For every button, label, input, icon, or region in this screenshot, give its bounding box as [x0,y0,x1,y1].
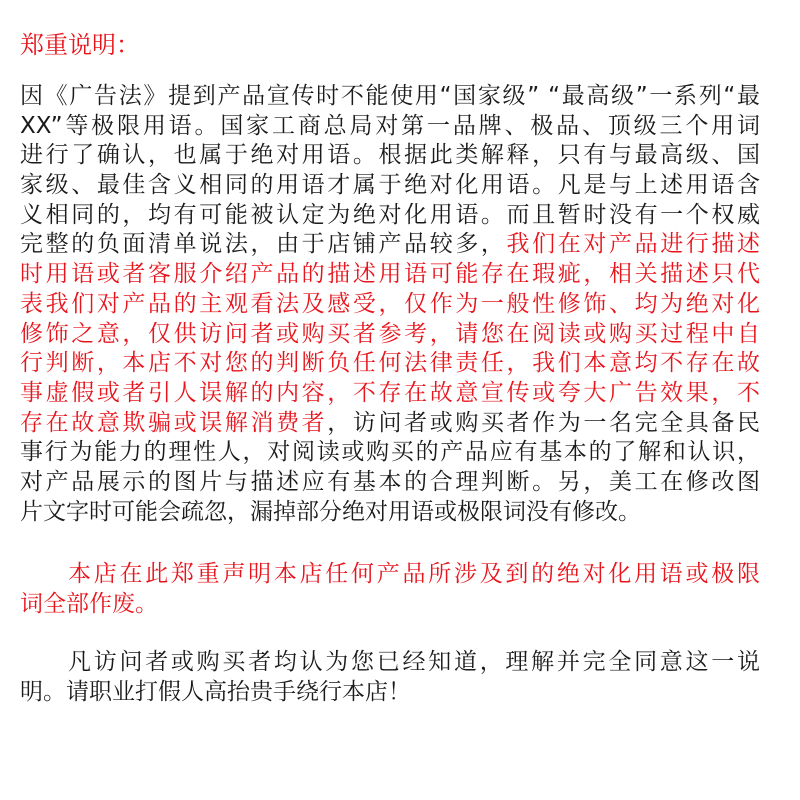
paragraph-void-declaration [20,560,760,619]
body-text: ，访问者或购买者作为一名完全具备民 [327,409,761,436]
highlighted-text: 修饰之意，仅供访问者或购买者参考，请您在阅读或购买过程中自 [20,320,760,347]
highlighted-text: 事虚假或者引人误解的内容，不存在故意宣传或夸大广告效果，不 [20,379,760,406]
text-line [20,171,760,201]
body-text: 家级、最佳含义相同的用语才属于绝对化用语。凡是与上述用语含 [20,172,760,199]
text-line [20,201,760,231]
highlighted-text: 时用语或者客服介绍产品的描述用语可能存在瑕疵，相关描述只代 [20,261,760,288]
highlighted-text: 本店在此郑重声明本店任何产品所涉及到的绝对化用语或极限 [68,561,760,587]
text-line [20,320,760,350]
text-line [20,230,760,260]
body-text: XX”等极限用语。国家工商总局对第一品牌、极品、顶级三个用词 [20,112,760,139]
body-text: 因《广告法》提到产品宣传时不能使用“国家级” “最高级”一系列“最 [20,83,760,109]
highlighted-text: 表我们对产品的主观看法及感受，仅作为一般性修饰、均为绝对化 [20,290,760,317]
body-text: 完整的负面清单说法，由于店铺产品较多， [20,231,507,258]
disclaimer-title: 郑重说明： [20,31,140,59]
highlighted-text: 词全部作废。 [20,590,158,617]
text-line [20,141,760,171]
text-line [20,82,760,112]
paragraph-agreement-notice [20,648,760,707]
text-line [20,468,760,498]
body-text: 进行了确认，也属于绝对用语。根据此类解释，只有与最高级、国 [20,142,760,169]
paragraph-ad-law-explanation [20,82,760,527]
text-line [20,678,760,708]
text-line [20,560,760,590]
highlighted-text: 存在故意欺骗或误解消费者 [20,409,328,436]
text-line [20,498,760,528]
body-text: 片文字时可能会疏忽，漏掉部分绝对用语或极限词没有修改。 [20,498,641,525]
body-text: 义相同的，均有可能被认定为绝对化用语。而且暂时没有一个权威 [20,201,760,228]
highlighted-text: 我们在对产品进行描述 [506,231,761,258]
highlighted-text: 行判断，本店不对您的判断负任何法律责任，我们本意均不存在故 [20,350,760,377]
text-line [20,648,760,678]
body-text: 事行为能力的理性人，对阅读或购买的产品应有基本的了解和认识， [20,439,760,466]
text-line [20,438,760,468]
body-text: 凡访问者或购买者均认为您已经知道，理解并完全同意这一说 [68,649,760,675]
text-line [20,379,760,409]
text-line [20,409,760,439]
body-text: 明。请职业打假人高抬贵手绕行本店！ [20,678,411,705]
text-line [20,260,760,290]
text-line [20,290,760,320]
text-line [20,112,760,142]
body-text: 对产品展示的图片与描述应有基本的合理判断。另，美工在修改图 [20,468,760,495]
text-line [20,590,760,620]
text-line [20,349,760,379]
